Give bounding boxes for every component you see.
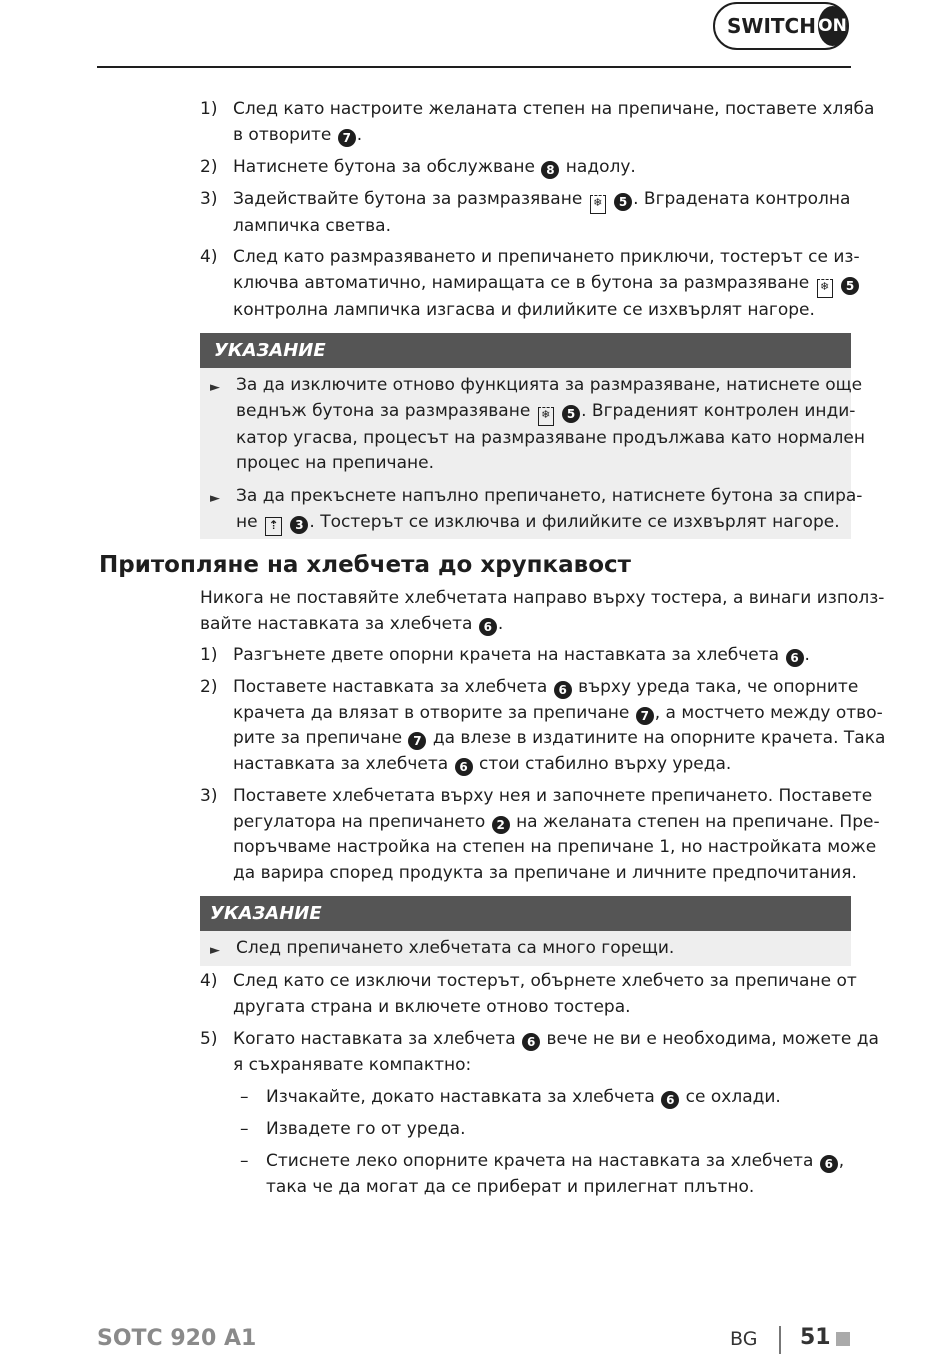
note-heading: УКАЗАНИЕ: [200, 333, 851, 368]
step-number: 3): [200, 786, 218, 806]
step-number: 2): [200, 157, 218, 177]
section-title: Притопляне на хлебчета до хрупкавост: [99, 552, 631, 578]
intro-text: .: [497, 613, 504, 634]
header-divider: [97, 66, 851, 68]
step-text: регулатора на препичането: [233, 811, 486, 832]
step-text: крачета да влязат в отворите за препичане: [233, 702, 630, 723]
step-text: лампичка светва.: [233, 216, 391, 236]
note-bullet-2: [236, 484, 863, 536]
page-marker-square: [836, 1332, 850, 1346]
defrost-icon: ❄: [817, 279, 833, 298]
language-code: BG: [730, 1328, 758, 1350]
step-text: вече не ви е необходима, можете да: [546, 1029, 879, 1049]
model-number: SOTC 920 A1: [97, 1326, 257, 1351]
step-text: в отворите: [233, 124, 332, 145]
note-heading: УКАЗАНИЕ: [200, 896, 851, 931]
reference-number: 7: [338, 129, 356, 147]
step-text: на желаната степен на препичане. Пре-: [516, 811, 880, 832]
page-number: 51: [800, 1325, 831, 1350]
sub-step-1: [266, 1085, 846, 1111]
step-text: След като размразяването и препичането приключи, тостерът се из-: [233, 247, 860, 267]
sub-step-text: се охлади.: [685, 1087, 781, 1107]
reference-number: 5: [841, 277, 859, 295]
step-text: . Вградената контролна: [633, 189, 851, 209]
sub-step-2: [266, 1117, 846, 1143]
reference-number: 6: [786, 649, 804, 667]
dash-marker: –: [240, 1087, 249, 1107]
intro-text: Никога не поставяйте хлебчетата направо върху тостера, а винаги използ-: [200, 588, 885, 608]
step-text: .: [804, 645, 810, 665]
note-bullet-1: [236, 373, 865, 477]
step-number: 1): [200, 645, 218, 665]
power-on-icon: ON: [818, 6, 847, 46]
reference-number: 6: [479, 618, 497, 636]
note-text: . Вграденият контролен инди-: [581, 400, 856, 421]
reference-number: 6: [554, 681, 572, 699]
step-text: След като се изключи тостерът, обърнете хлебчето за препичане от: [233, 971, 857, 991]
intro-text: вайте наставката за хлебчета: [200, 613, 473, 634]
reference-number: 3: [290, 516, 308, 534]
dash-marker: –: [240, 1151, 249, 1171]
sub-step-text: така че да могат да се приберат и прилегнат плътно.: [266, 1176, 755, 1197]
reference-number: 6: [522, 1033, 540, 1051]
note-text: За да изключите отново функцията за размразяване, натиснете още: [236, 375, 863, 395]
step-text: я съхранявате компактно:: [233, 1054, 472, 1075]
step-text: другата страна и включете отново тостера.: [233, 996, 631, 1017]
defrost-icon: ❄: [590, 195, 606, 214]
step-text: ключва автоматично, намиращата се в бутона за размразяване: [233, 272, 810, 293]
reference-number: 2: [492, 816, 510, 834]
sub-step-text: Извадете го от уреда.: [266, 1119, 466, 1139]
step-text: върху уреда така, че опорните: [578, 677, 859, 697]
step-text: Разгънете двете опорни крачета на наставката за хлебчета: [233, 645, 780, 665]
bullet-arrow-icon: ►: [210, 380, 220, 395]
step-number: 1): [200, 99, 218, 119]
step-text: рите за препичане: [233, 728, 403, 748]
step-text: , а мостчето между отво-: [654, 702, 883, 723]
step-text: Натиснете бутона за обслужване: [233, 157, 535, 177]
sub-step-text: Изчакайте, докато наставката за хлебчета: [266, 1087, 655, 1107]
bullet-arrow-icon: ►: [210, 491, 220, 506]
reference-number: 5: [562, 405, 580, 423]
step-text: Поставете наставката за хлебчета: [233, 677, 548, 697]
switch-on-logo: [713, 2, 849, 50]
step-number: 5): [200, 1029, 218, 1049]
step-text: След като настроите желаната степен на препичане, поставете хляба: [233, 99, 875, 119]
reference-number: 6: [455, 758, 473, 776]
step-text: Поставете хлебчетата върху нея и започнете препичането. Поставете: [233, 786, 873, 806]
logo-text: SWITCH: [727, 14, 816, 38]
reference-number: 7: [636, 707, 654, 725]
step-text: наставката за хлебчета: [233, 753, 449, 774]
sub-step-text: ,: [838, 1151, 845, 1171]
step-text: Задействайте бутона за размразяване: [233, 189, 583, 209]
bullet-arrow-icon: ►: [210, 943, 220, 958]
note-bullet-1: [236, 936, 846, 962]
note-text: процес на препичане.: [236, 453, 434, 473]
sub-step-text: Стиснете леко опорните крачета на наставката за хлебчета: [266, 1151, 814, 1171]
step-number: 2): [200, 677, 218, 697]
step-text: Когато наставката за хлебчета: [233, 1029, 516, 1049]
note-text: не: [236, 511, 258, 532]
reference-number: 6: [661, 1091, 679, 1109]
section-intro: [200, 586, 885, 637]
reference-number: 6: [820, 1155, 838, 1173]
step-number: 4): [200, 971, 218, 991]
footer-divider: [779, 1326, 781, 1354]
step-text: контролна лампичка изгасва и филийките се изхвърлят нагоре.: [233, 299, 815, 320]
reference-number: 8: [541, 161, 559, 179]
note-text: След препичането хлебчетата са много горещи.: [236, 938, 675, 958]
step-text: да влезе в издатините на опорните крачета. Така: [432, 728, 886, 748]
step-text: надолу.: [565, 157, 636, 177]
step-text: стои стабилно върху уреда.: [479, 753, 732, 774]
note-text: За да прекъснете напълно препичането, натиснете бутона за спира-: [236, 486, 863, 506]
note-text: веднъж бутона за размразяване: [236, 400, 531, 421]
step-text: да варира според продукта за препичане и личните предпочитания.: [233, 862, 857, 883]
sub-step-3: [266, 1149, 846, 1200]
step-number: 3): [200, 189, 218, 209]
note-text: . Тостерът се изключва и филийките се изхвърлят нагоре.: [309, 511, 840, 532]
reference-number: 5: [614, 193, 632, 211]
note-text: катор угасва, процесът на размразяване продължава като нормален: [236, 427, 865, 448]
step-number: 4): [200, 247, 218, 267]
dash-marker: –: [240, 1119, 249, 1139]
step-text: поръчваме настройка на степен на препичане 1, но настройката може: [233, 837, 877, 857]
defrost-icon: ❄: [538, 407, 554, 426]
reference-number: 7: [408, 732, 426, 750]
stop-eject-icon: ⇡: [265, 517, 282, 536]
